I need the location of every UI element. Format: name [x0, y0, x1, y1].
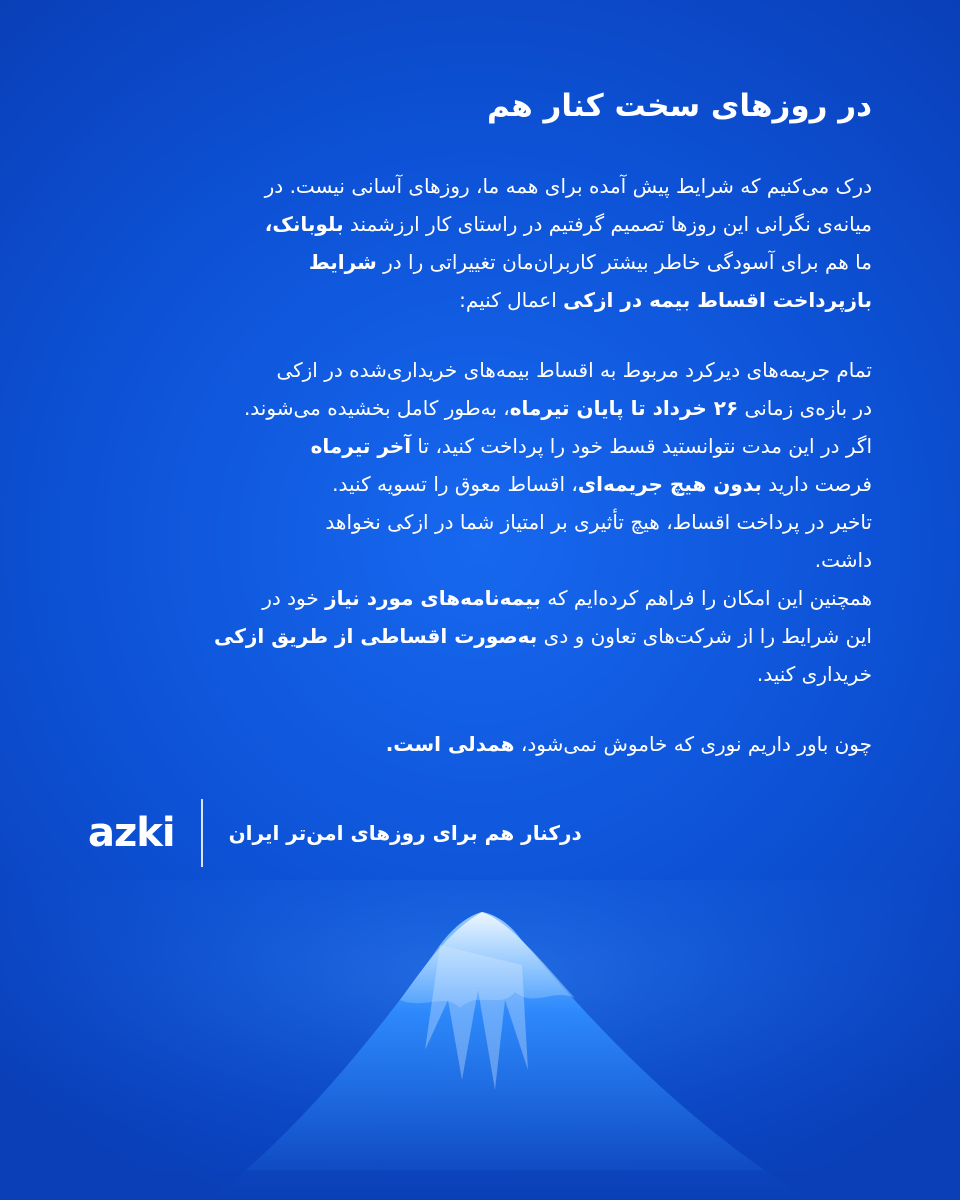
installment-purchase-highlight: به‌صورت اقساطی از طریق ازکی [214, 624, 538, 649]
details-line-1: تمام جریمه‌های دیرکرد مربوط به اقساط بیمه‌های خریداری‌شده در ازکی [276, 358, 872, 383]
footer-divider [201, 799, 203, 867]
details-line-9: خریداری کنید. [756, 662, 872, 687]
date-range-highlight: ۲۶ خرداد تا پایان تیرماه [509, 396, 739, 421]
no-penalty-highlight: بدون هیچ جریمه‌ای [577, 472, 762, 497]
closing-line: چون باور داریم نوری که خاموش نمی‌شود، همدلی است. [385, 732, 872, 757]
paragraph-details [88, 351, 872, 693]
installments-highlight: بازپرداخت اقساط بیمه در ازکی [563, 288, 872, 313]
page-title: در روزهای سخت کنار هم [486, 88, 872, 124]
footer-tagline: درکنار هم برای روزهای امن‌تر ایران [228, 821, 582, 845]
deadline-highlight: آخر تیرماه [310, 434, 412, 459]
details-line-6: داشت. [814, 548, 872, 573]
conditions-highlight: شرایط [308, 250, 377, 275]
details-line-5: تاخیر در پرداخت اقساط، هیچ تأثیری بر امتیاز شما در ازکی نخواهد [325, 510, 872, 535]
paragraph-intro [88, 167, 872, 319]
details-line-8: این شرایط را از شرکت‌های تعاون و دی به‌صورت اقساطی از طریق ازکی [214, 624, 872, 649]
details-line-2: در بازه‌ی زمانی ۲۶ خرداد تا پایان تیرماه، به‌طور کامل بخشیده می‌شوند. [243, 396, 872, 421]
intro-line-1: درک می‌کنیم که شرایط پیش آمده برای همه ما، روزهای آسانی نیست. در [264, 174, 872, 199]
bluebank-highlight: بلوبانک، [264, 212, 344, 237]
details-line-3: اگر در این مدت نتوانستید قسط خود را پرداخت کنید، تا آخر تیرماه [310, 434, 872, 459]
policies-highlight: بیمه‌نامه‌های مورد نیاز [325, 586, 541, 611]
azki-logo: azki [88, 810, 175, 856]
details-line-4: فرصت دارید بدون هیچ جریمه‌ای، اقساط معوق را تسویه کنید. [332, 472, 872, 497]
intro-line-2: میانه‌ی نگرانی این روزها تصمیم گرفتیم در راستای کار ارزشمند بلوبانک، [264, 212, 872, 237]
spacer [88, 693, 872, 725]
intro-line-3: ما هم برای آسودگی خاطر بیشتر کاربران‌مان تغییراتی را در شرایط [308, 250, 872, 275]
intro-line-4: بازپرداخت اقساط بیمه در ازکی اعمال کنیم: [459, 288, 872, 313]
footer-brand [88, 798, 872, 868]
main-content [88, 88, 872, 763]
spacer [88, 319, 872, 351]
details-line-7: همچنین این امکان را فراهم کرده‌ایم که بیمه‌نامه‌های مورد نیاز خود در [262, 586, 872, 611]
mountain-icon [0, 880, 960, 1200]
empathy-highlight: همدلی است. [385, 732, 515, 757]
paragraph-closing [88, 725, 872, 763]
